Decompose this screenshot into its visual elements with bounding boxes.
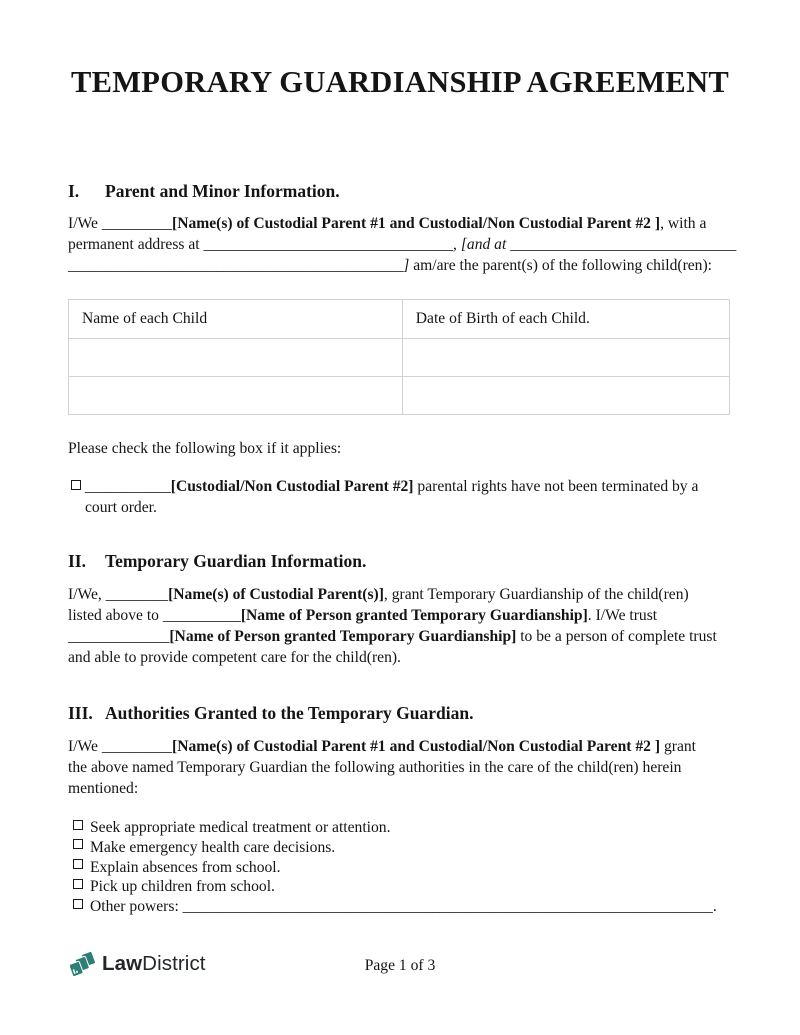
- child-dob-cell-empty[interactable]: [402, 339, 729, 377]
- authority-label: Make emergency health care decisions.: [90, 838, 336, 856]
- section-1-heading: [68, 179, 730, 203]
- brand-district: District: [142, 952, 206, 975]
- authority-label: Explain absences from school.: [90, 858, 281, 876]
- section-3-paragraph: [68, 736, 730, 799]
- text-line: ___________________________________________] am/are the parent(s) of the following child(ren):: [68, 257, 713, 274]
- text-line: the above named Temporary Guardian the following authorities in the care of the child(ren) herein: [68, 759, 682, 776]
- child-name-cell-empty[interactable]: [69, 377, 403, 415]
- section-2-heading-text: Temporary Guardian Information.: [105, 551, 367, 571]
- authority-label: Pick up children from school.: [90, 878, 275, 896]
- text-line: mentioned:: [68, 780, 139, 797]
- section-1-heading-text: Parent and Minor Information.: [105, 181, 340, 201]
- authority-item: [68, 818, 730, 838]
- authority-item: [68, 838, 730, 858]
- page-number: Page 1 of 3: [364, 957, 436, 974]
- child-name-cell-empty[interactable]: [69, 339, 403, 377]
- section-2-number: II.: [68, 551, 86, 571]
- parental-rights-checkbox-item: [68, 476, 730, 518]
- text-line: _____________[Name of Person granted Temporary Guardianship] to be a person of complete trust: [68, 628, 717, 645]
- text-line: I/We _________[Name(s) of Custodial Parent #1 and Custodial/Non Custodial Parent #2 ] grant: [68, 738, 697, 755]
- checkbox-icon[interactable]: [73, 899, 83, 909]
- section-3-heading: [68, 701, 730, 725]
- children-table: [68, 299, 730, 415]
- table-row: [69, 339, 730, 377]
- authority-item: [68, 877, 730, 897]
- parental-rights-text: [85, 476, 698, 518]
- text-line: and able to provide competent care for the child(ren).: [68, 649, 401, 666]
- child-dob-cell-empty[interactable]: [402, 377, 729, 415]
- checkbox-icon[interactable]: [73, 859, 83, 869]
- checkbox-icon[interactable]: [73, 839, 83, 849]
- section-3-number: III.: [68, 703, 93, 723]
- section-3-heading-text: Authorities Granted to the Temporary Guardian.: [105, 703, 474, 723]
- section-2-paragraph: [68, 584, 730, 668]
- authority-label: Seek appropriate medical treatment or attention.: [90, 819, 391, 836]
- checkbox-icon[interactable]: [71, 480, 81, 490]
- table-row: [69, 377, 730, 415]
- text-line: I/We, ________[Name(s) of Custodial Parent(s)], grant Temporary Guardianship of the child(ren): [68, 586, 689, 603]
- authorities-checklist: [68, 818, 730, 917]
- document-body: [0, 179, 800, 917]
- authority-label: Other powers: ____________________________________________________________________.: [90, 898, 717, 916]
- text-line: I/We _________[Name(s) of Custodial Parent #1 and Custodial/Non Custodial Parent #2 ], with a: [68, 215, 707, 232]
- section-2-heading: [68, 549, 730, 573]
- document-title: TEMPORARY GUARDIANSHIP AGREEMENT: [70, 65, 730, 99]
- checkbox-icon[interactable]: [73, 820, 83, 830]
- section-1-number: I.: [68, 181, 80, 201]
- authority-item: [68, 897, 730, 917]
- check-prompt-text: Please check the following box if it applies:: [68, 440, 342, 457]
- text-line: listed above to __________[Name of Person granted Temporary Guardianship]. I/We trust: [68, 607, 658, 624]
- checkbox-icon[interactable]: [73, 879, 83, 889]
- brand-law: Law: [102, 952, 143, 975]
- table-header-child-dob: Date of Birth of each Child.: [402, 300, 729, 339]
- table-header-child-name: Name of each Child: [69, 300, 403, 339]
- text-line: court order.: [85, 499, 157, 516]
- text-line: ___________[Custodial/Non Custodial Parent #2] parental rights have not been terminated by a: [85, 478, 699, 495]
- section-1-paragraph: [68, 213, 737, 276]
- text-line: permanent address at ________________________________, [and at _____________________________: [68, 236, 737, 253]
- authority-item: [68, 858, 730, 878]
- children-table-header-row: [69, 300, 730, 339]
